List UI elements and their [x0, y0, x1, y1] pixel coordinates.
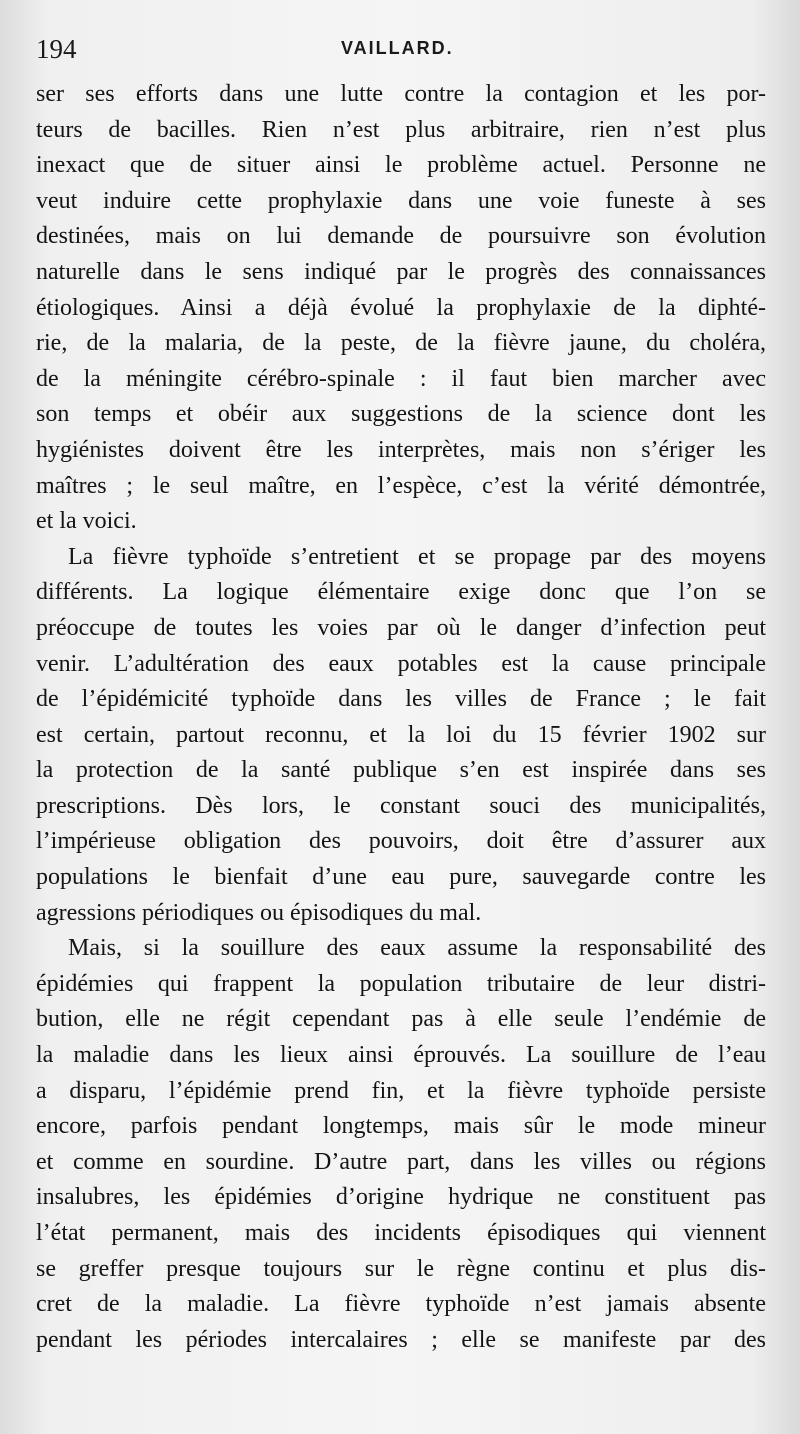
- text-line: hygiénistes doivent être les interprètes, mais non s’ériger les: [36, 436, 766, 463]
- text-line: est certain, partout reconnu, et la loi du 15 février 1902 sur: [36, 721, 766, 748]
- text-line: bution, elle ne régit cependant pas à elle seule l’endémie de: [36, 1006, 766, 1033]
- body-text: [36, 77, 766, 1358]
- page-header: [36, 34, 766, 74]
- text-line: Mais, si la souillure des eaux assume la responsabilité des: [68, 935, 766, 962]
- text-line: épidémies qui frappent la population tributaire de leur distri-: [36, 970, 766, 997]
- text-line: la protection de la santé publique s’en est inspirée dans ses: [36, 757, 766, 784]
- text-line: populations le bienfait d’une eau pure, sauvegarde contre les: [36, 864, 766, 891]
- text-line: a disparu, l’épidémie prend fin, et la fièvre typhoïde persiste: [36, 1077, 766, 1104]
- text-line: venir. L’adultération des eaux potables est la cause principale: [36, 650, 766, 677]
- text-line: et comme en sourdine. D’autre part, dans les villes ou régions: [36, 1148, 766, 1175]
- text-line: pendant les périodes intercalaires ; elle se manifeste par des: [36, 1326, 766, 1353]
- text-line: veut induire cette prophylaxie dans une voie funeste à ses: [36, 187, 766, 214]
- text-line: insalubres, les épidémies d’origine hydrique ne constituent pas: [36, 1184, 766, 1211]
- text-line: l’impérieuse obligation des pouvoirs, doit être d’assurer aux: [36, 828, 766, 855]
- text-line: de la méningite cérébro-spinale : il faut bien marcher avec: [36, 365, 766, 392]
- text-line: naturelle dans le sens indiqué par le progrès des connaissances: [36, 258, 766, 285]
- text-line: encore, parfois pendant longtemps, mais sûr le mode mineur: [36, 1113, 766, 1140]
- text-line: ser ses efforts dans une lutte contre la contagion et les por-: [36, 81, 766, 107]
- text-line: destinées, mais on lui demande de poursuivre son évolution: [36, 223, 766, 250]
- text-line: son temps et obéir aux suggestions de la science dont les: [36, 401, 766, 428]
- text-line: étiologiques. Ainsi a déjà évolué la prophylaxie de la diphté-: [36, 294, 766, 321]
- running-head: VAILLARD.: [341, 38, 454, 58]
- text-line: préoccupe de toutes les voies par où le danger d’infection peut: [36, 614, 766, 641]
- text-line: agressions périodiques ou épisodiques du mal.: [36, 899, 482, 926]
- text-line: cret de la maladie. La fièvre typhoïde n’est jamais absente: [36, 1291, 766, 1318]
- text-line: rie, de la malaria, de la peste, de la fièvre jaune, du choléra,: [36, 330, 766, 357]
- text-line: différents. La logique élémentaire exige donc que l’on se: [36, 579, 766, 606]
- text-line: de l’épidémicité typhoïde dans les villes de France ; le fait: [36, 686, 766, 713]
- page-number: 194: [36, 34, 77, 64]
- text-line: prescriptions. Dès lors, le constant souci des municipalités,: [36, 792, 766, 819]
- text-line: maîtres ; le seul maître, en l’espèce, c’est la vérité démontrée,: [36, 472, 766, 499]
- text-line: se greffer presque toujours sur le règne continu et plus dis-: [36, 1255, 766, 1282]
- text-line: inexact que de situer ainsi le problème actuel. Personne ne: [36, 152, 766, 179]
- text-line: teurs de bacilles. Rien n’est plus arbitraire, rien n’est plus: [36, 116, 766, 143]
- text-line: et la voici.: [36, 508, 137, 535]
- text-line: La fièvre typhoïde s’entretient et se propage par des moyens: [68, 543, 766, 570]
- text-line: la maladie dans les lieux ainsi éprouvés. La souillure de l’eau: [36, 1042, 766, 1069]
- text-line: l’état permanent, mais des incidents épisodiques qui viennent: [36, 1220, 766, 1246]
